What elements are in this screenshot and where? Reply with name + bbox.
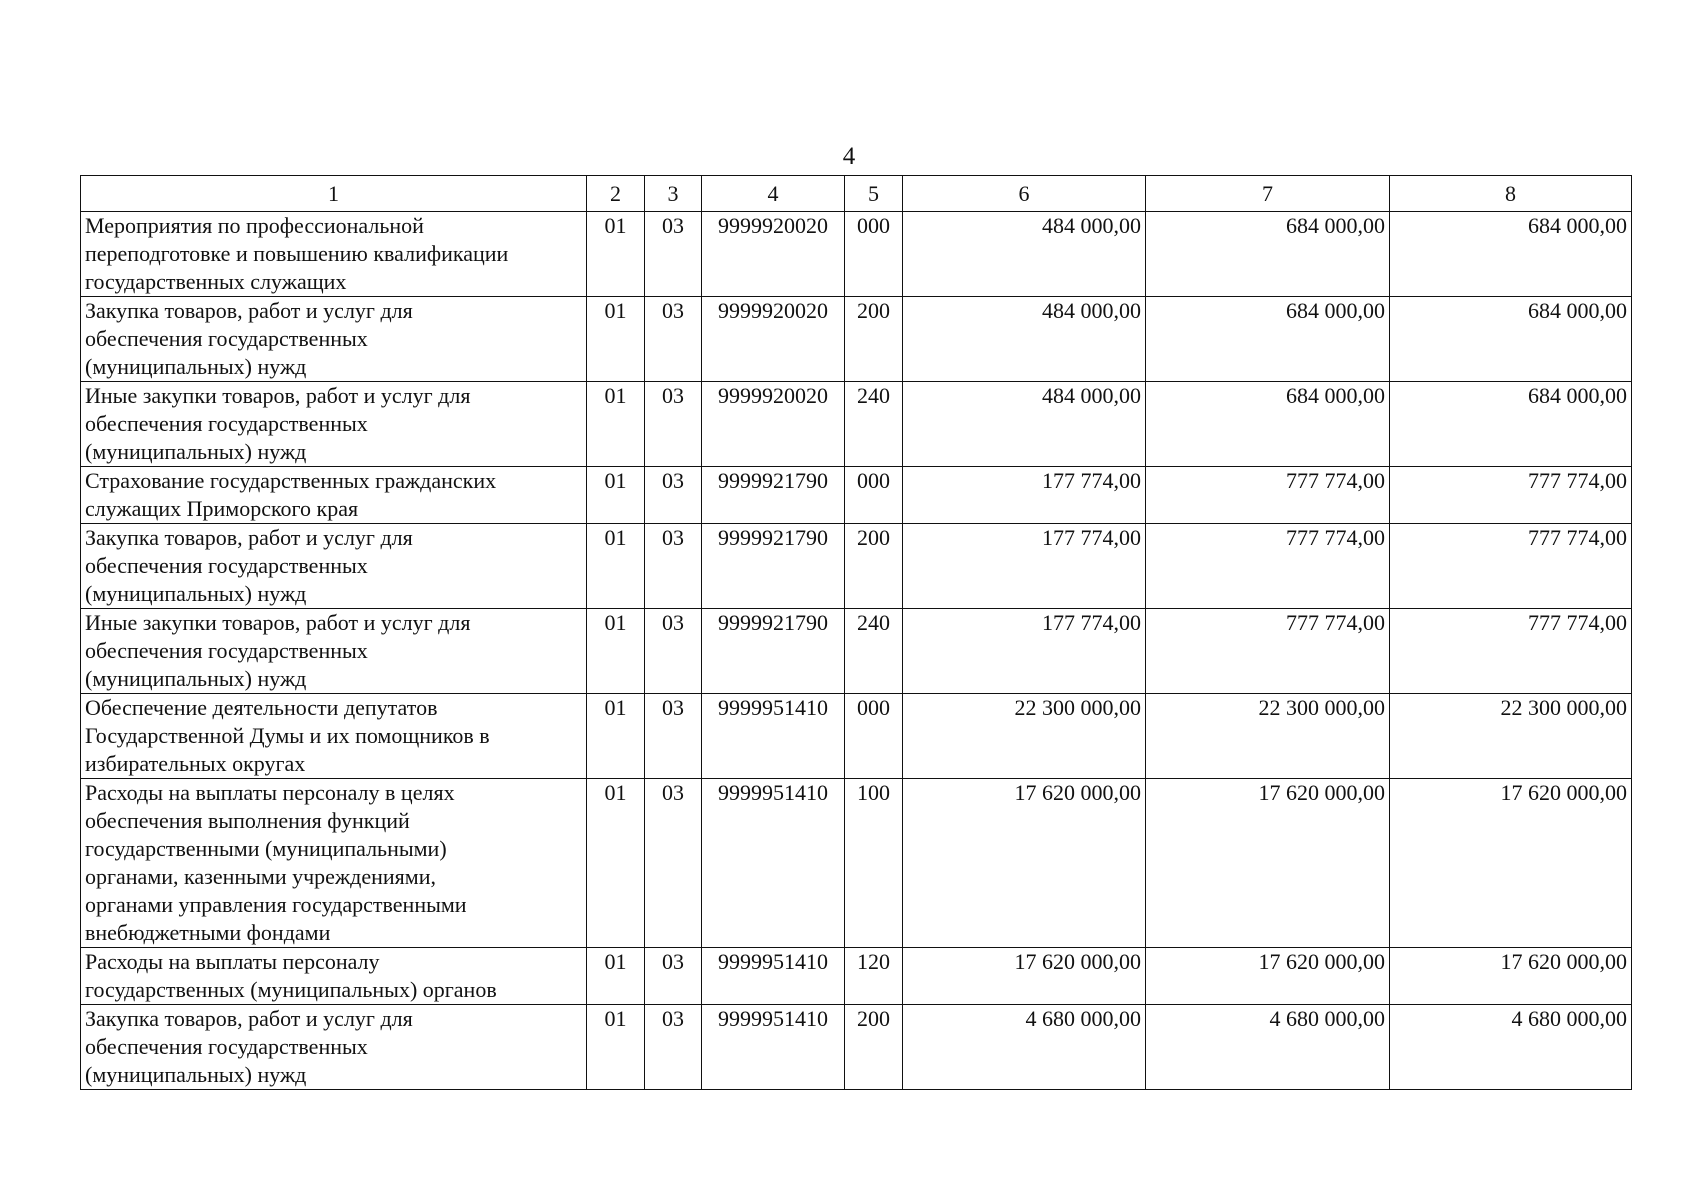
column-header-5: 5 [845, 176, 903, 212]
amount-col-8: 684 000,00 [1390, 382, 1632, 467]
expense-type-code: 000 [845, 694, 903, 779]
section-code: 01 [587, 382, 645, 467]
table-row [81, 694, 1632, 779]
row-name-line: Мероприятия по профессиональной [85, 213, 424, 238]
row-name-line: Закупка товаров, работ и услуг для [85, 1006, 413, 1031]
amount-col-7: 684 000,00 [1146, 297, 1390, 382]
target-article-code: 9999951410 [702, 1005, 845, 1090]
table-header-row [81, 176, 1632, 212]
row-name [81, 467, 587, 524]
row-name [81, 297, 587, 382]
row-name-line: обеспечения государственных [85, 1034, 368, 1059]
amount-col-7: 684 000,00 [1146, 382, 1390, 467]
row-name [81, 694, 587, 779]
row-name-line: (муниципальных) нужд [85, 439, 307, 464]
row-name-line: обеспечения государственных [85, 411, 368, 436]
row-name-line: обеспечения государственных [85, 553, 368, 578]
amount-col-7: 777 774,00 [1146, 609, 1390, 694]
expense-type-code: 200 [845, 1005, 903, 1090]
amount-col-8: 684 000,00 [1390, 297, 1632, 382]
column-header-6: 6 [903, 176, 1146, 212]
amount-col-8: 22 300 000,00 [1390, 694, 1632, 779]
table-row [81, 524, 1632, 609]
amount-col-7: 777 774,00 [1146, 467, 1390, 524]
section-code: 01 [587, 1005, 645, 1090]
row-name-line: Расходы на выплаты персоналу [85, 949, 380, 974]
subsection-code: 03 [645, 948, 702, 1005]
amount-col-6: 17 620 000,00 [903, 948, 1146, 1005]
subsection-code: 03 [645, 212, 702, 297]
table-row [81, 467, 1632, 524]
page-number: 4 [842, 143, 856, 170]
amount-col-8: 17 620 000,00 [1390, 948, 1632, 1005]
row-name [81, 382, 587, 467]
row-name [81, 779, 587, 948]
table-row [81, 948, 1632, 1005]
row-name-line: Страхование государственных гражданских [85, 468, 497, 493]
row-name-line: Государственной Думы и их помощников в [85, 723, 490, 748]
row-name-line: государственных (муниципальных) органов [85, 977, 497, 1002]
target-article-code: 9999951410 [702, 948, 845, 1005]
table-row [81, 609, 1632, 694]
section-code: 01 [587, 212, 645, 297]
amount-col-6: 484 000,00 [903, 212, 1146, 297]
table-row [81, 212, 1632, 297]
column-header-8: 8 [1390, 176, 1632, 212]
target-article-code: 9999920020 [702, 212, 845, 297]
row-name-line: переподготовке и повышению квалификации [85, 241, 509, 266]
amount-col-7: 17 620 000,00 [1146, 779, 1390, 948]
amount-col-6: 177 774,00 [903, 467, 1146, 524]
row-name-line: обеспечения государственных [85, 638, 368, 663]
amount-col-8: 777 774,00 [1390, 467, 1632, 524]
amount-col-8: 684 000,00 [1390, 212, 1632, 297]
subsection-code: 03 [645, 382, 702, 467]
expense-type-code: 100 [845, 779, 903, 948]
column-header-1: 1 [81, 176, 587, 212]
target-article-code: 9999921790 [702, 524, 845, 609]
section-code: 01 [587, 524, 645, 609]
row-name-line: Расходы на выплаты персоналу в целях [85, 780, 455, 805]
target-article-code: 9999921790 [702, 467, 845, 524]
expense-type-code: 240 [845, 382, 903, 467]
column-header-3: 3 [645, 176, 702, 212]
row-name-line: служащих Приморского края [85, 496, 359, 521]
amount-col-6: 177 774,00 [903, 524, 1146, 609]
section-code: 01 [587, 467, 645, 524]
amount-col-6: 22 300 000,00 [903, 694, 1146, 779]
row-name-line: (муниципальных) нужд [85, 354, 307, 379]
amount-col-6: 484 000,00 [903, 297, 1146, 382]
target-article-code: 9999920020 [702, 382, 845, 467]
row-name-line: обеспечения государственных [85, 326, 368, 351]
row-name-line: Иные закупки товаров, работ и услуг для [85, 383, 471, 408]
row-name-line: органами управления государственными [85, 892, 467, 917]
row-name [81, 524, 587, 609]
amount-col-7: 4 680 000,00 [1146, 1005, 1390, 1090]
column-header-4: 4 [702, 176, 845, 212]
subsection-code: 03 [645, 1005, 702, 1090]
row-name-line: Закупка товаров, работ и услуг для [85, 298, 413, 323]
expense-type-code: 200 [845, 297, 903, 382]
subsection-code: 03 [645, 779, 702, 948]
target-article-code: 9999951410 [702, 779, 845, 948]
target-article-code: 9999951410 [702, 694, 845, 779]
row-name [81, 1005, 587, 1090]
subsection-code: 03 [645, 297, 702, 382]
amount-col-6: 484 000,00 [903, 382, 1146, 467]
subsection-code: 03 [645, 609, 702, 694]
target-article-code: 9999920020 [702, 297, 845, 382]
row-name-line: (муниципальных) нужд [85, 666, 307, 691]
row-name-line: государственных служащих [85, 269, 347, 294]
amount-col-8: 4 680 000,00 [1390, 1005, 1632, 1090]
expense-type-code: 000 [845, 467, 903, 524]
row-name-line: (муниципальных) нужд [85, 1062, 307, 1087]
amount-col-7: 22 300 000,00 [1146, 694, 1390, 779]
table-row [81, 1005, 1632, 1090]
row-name-line: избирательных округах [85, 751, 306, 776]
expense-type-code: 240 [845, 609, 903, 694]
row-name-line: обеспечения выполнения функций [85, 808, 410, 833]
subsection-code: 03 [645, 467, 702, 524]
row-name [81, 212, 587, 297]
amount-col-8: 777 774,00 [1390, 524, 1632, 609]
amount-col-7: 684 000,00 [1146, 212, 1390, 297]
row-name-line: внебюджетными фондами [85, 920, 331, 945]
target-article-code: 9999921790 [702, 609, 845, 694]
amount-col-8: 17 620 000,00 [1390, 779, 1632, 948]
expense-type-code: 200 [845, 524, 903, 609]
row-name-line: Закупка товаров, работ и услуг для [85, 525, 413, 550]
column-header-2: 2 [587, 176, 645, 212]
row-name-line: Обеспечение деятельности депутатов [85, 695, 438, 720]
section-code: 01 [587, 609, 645, 694]
section-code: 01 [587, 779, 645, 948]
section-code: 01 [587, 297, 645, 382]
expense-type-code: 000 [845, 212, 903, 297]
section-code: 01 [587, 694, 645, 779]
row-name-line: органами, казенными учреждениями, [85, 864, 436, 889]
amount-col-7: 777 774,00 [1146, 524, 1390, 609]
section-code: 01 [587, 948, 645, 1005]
column-header-7: 7 [1146, 176, 1390, 212]
subsection-code: 03 [645, 524, 702, 609]
subsection-code: 03 [645, 694, 702, 779]
table-row [81, 382, 1632, 467]
row-name-line: Иные закупки товаров, работ и услуг для [85, 610, 471, 635]
amount-col-7: 17 620 000,00 [1146, 948, 1390, 1005]
row-name-line: (муниципальных) нужд [85, 581, 307, 606]
table-row [81, 779, 1632, 948]
table-row [81, 297, 1632, 382]
table-body [81, 212, 1632, 1090]
amount-col-6: 177 774,00 [903, 609, 1146, 694]
amount-col-6: 17 620 000,00 [903, 779, 1146, 948]
amount-col-6: 4 680 000,00 [903, 1005, 1146, 1090]
amount-col-8: 777 774,00 [1390, 609, 1632, 694]
row-name-line: государственными (муниципальными) [85, 836, 447, 861]
row-name [81, 948, 587, 1005]
row-name [81, 609, 587, 694]
budget-table [80, 175, 1632, 1090]
expense-type-code: 120 [845, 948, 903, 1005]
